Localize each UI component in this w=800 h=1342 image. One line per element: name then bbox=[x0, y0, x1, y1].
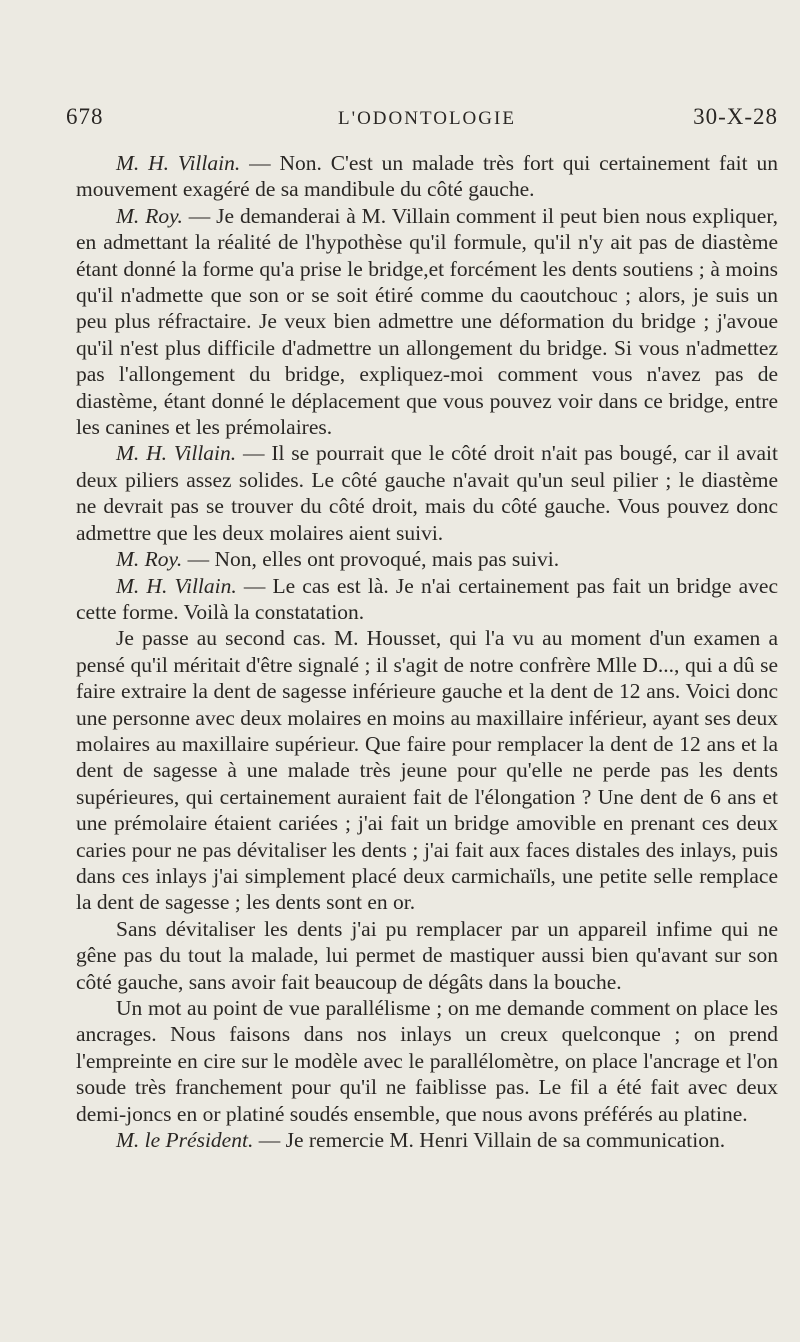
paragraph-text: — Le cas est là. Je n'ai certainement pas fait un bridge avec cette forme. Voilà la constatation. bbox=[76, 573, 778, 624]
paragraph-text: Un mot au point de vue parallélisme ; on me demande comment on place les ancrages. Nous faisons dans nos inlays un creux quelconque ; on prend l'empreinte en cire sur le modèle avec le parallélomètre, on place l'ancrage et l'on soude très franchement pour qu'il ne faiblisse pas. Le fil a été fait avec deux demi-joncs en or platiné soudés ensemble, que nous avons préférés au platine. bbox=[76, 996, 778, 1126]
issue-date: 30-X-28 bbox=[693, 104, 778, 129]
page-number: 678 bbox=[66, 104, 104, 129]
speaker-name: M. H. Villain. bbox=[116, 441, 237, 466]
speaker-name: M. Roy. bbox=[116, 203, 183, 228]
speaker-name: M. H. Villain. bbox=[116, 151, 241, 175]
paragraph bbox=[76, 150, 778, 203]
paragraph-text: — Je demanderai à M. Villain comment il peut bien nous expliquer, en admettant la réalité de l'hypothèse qu'il formule, qu'il n'y ait pas de diastème étant donné la forme qu'a prise le bridge,et forcément les dents soutiens ; à moins qu'il n'admette que son or se soit étiré comme du caoutchouc ; alors, je suis un peu plus réfractaire. Je veux bien admettre une déformation du bridge ; j'avoue qu'il n'est plus difficile d'admettre un allongement du bridge. Si vous n'admettez pas l'allongement du bridge, expliquez-moi comment vous n'avez pas de diastème, étant donné le déplacement que vous pouvez voir dans ce bridge, entre les canines et les prémolaires. bbox=[76, 203, 778, 440]
journal-title: L'ODONTOLOGIE bbox=[338, 108, 516, 129]
paragraph bbox=[76, 916, 778, 995]
page-body bbox=[76, 150, 778, 1153]
paragraph bbox=[76, 995, 778, 1127]
paragraph-text: — Non, elles ont provoqué, mais pas suivi. bbox=[182, 547, 560, 572]
paragraph bbox=[76, 573, 778, 626]
paragraph-text: — Je remercie M. Henri Villain de sa communication. bbox=[253, 1128, 726, 1153]
paragraph bbox=[76, 203, 778, 441]
paragraph-text: — Non. C'est un malade très fort qui certainement fait un mouvement exagéré de sa mandibule du côté gauche. bbox=[76, 151, 778, 202]
speaker-name: M. le Président. bbox=[116, 1128, 254, 1153]
speaker-name: M. Roy. bbox=[116, 547, 183, 572]
paragraph-text: — Il se pourrait que le côté droit n'ait pas bougé, car il avait deux piliers assez solides. Le côté gauche n'avait qu'un seul pilier ; le diastème ne devrait pas se trouver du côté droit, mais du côté gauche. Vous pouvez donc admettre que les deux molaires aient suivi. bbox=[76, 441, 778, 545]
paragraph-text: Sans dévitaliser les dents j'ai pu remplacer par un appareil infime qui ne gêne pas du tout la malade, lui permet de mastiquer aussi bien qu'avant sur son côté gauche, sans avoir fait beaucoup de dégâts dans la bouche. bbox=[76, 916, 778, 994]
paragraph bbox=[76, 546, 778, 572]
running-header bbox=[66, 104, 778, 144]
paragraph bbox=[76, 440, 778, 546]
paragraph bbox=[76, 1127, 778, 1153]
paragraph bbox=[76, 625, 778, 915]
speaker-name: M. H. Villain. bbox=[116, 573, 237, 598]
paragraph-text: Je passe au second cas. M. Housset, qui l'a vu au moment d'un examen a pensé qu'il méritait d'être signalé ; il s'agit de notre confrère Mlle D..., qui a dû se faire extraire la dent de sagesse inférieure gauche et la dent de 12 ans. Voici donc une personne avec deux molaires en moins au maxillaire inférieur, ayant ses deux molaires au maxillaire supérieur. Que faire pour remplacer la dent de 12 ans et la dent de sagesse à une malade très jeune pour qu'elle ne perde pas les dents supérieures, qui certainement auraient fait de l'élongation ? Une dent de 6 ans et une prémolaire étaient cariées ; j'ai fait un bridge amovible en prenant ces deux caries pour ne pas dévitaliser les dents ; j'ai fait aux faces distales des inlays, puis dans ces inlays j'ai simplement placé deux carmichaïls, une petite selle remplace la dent de sagesse ; les dents sont en or. bbox=[76, 626, 778, 915]
